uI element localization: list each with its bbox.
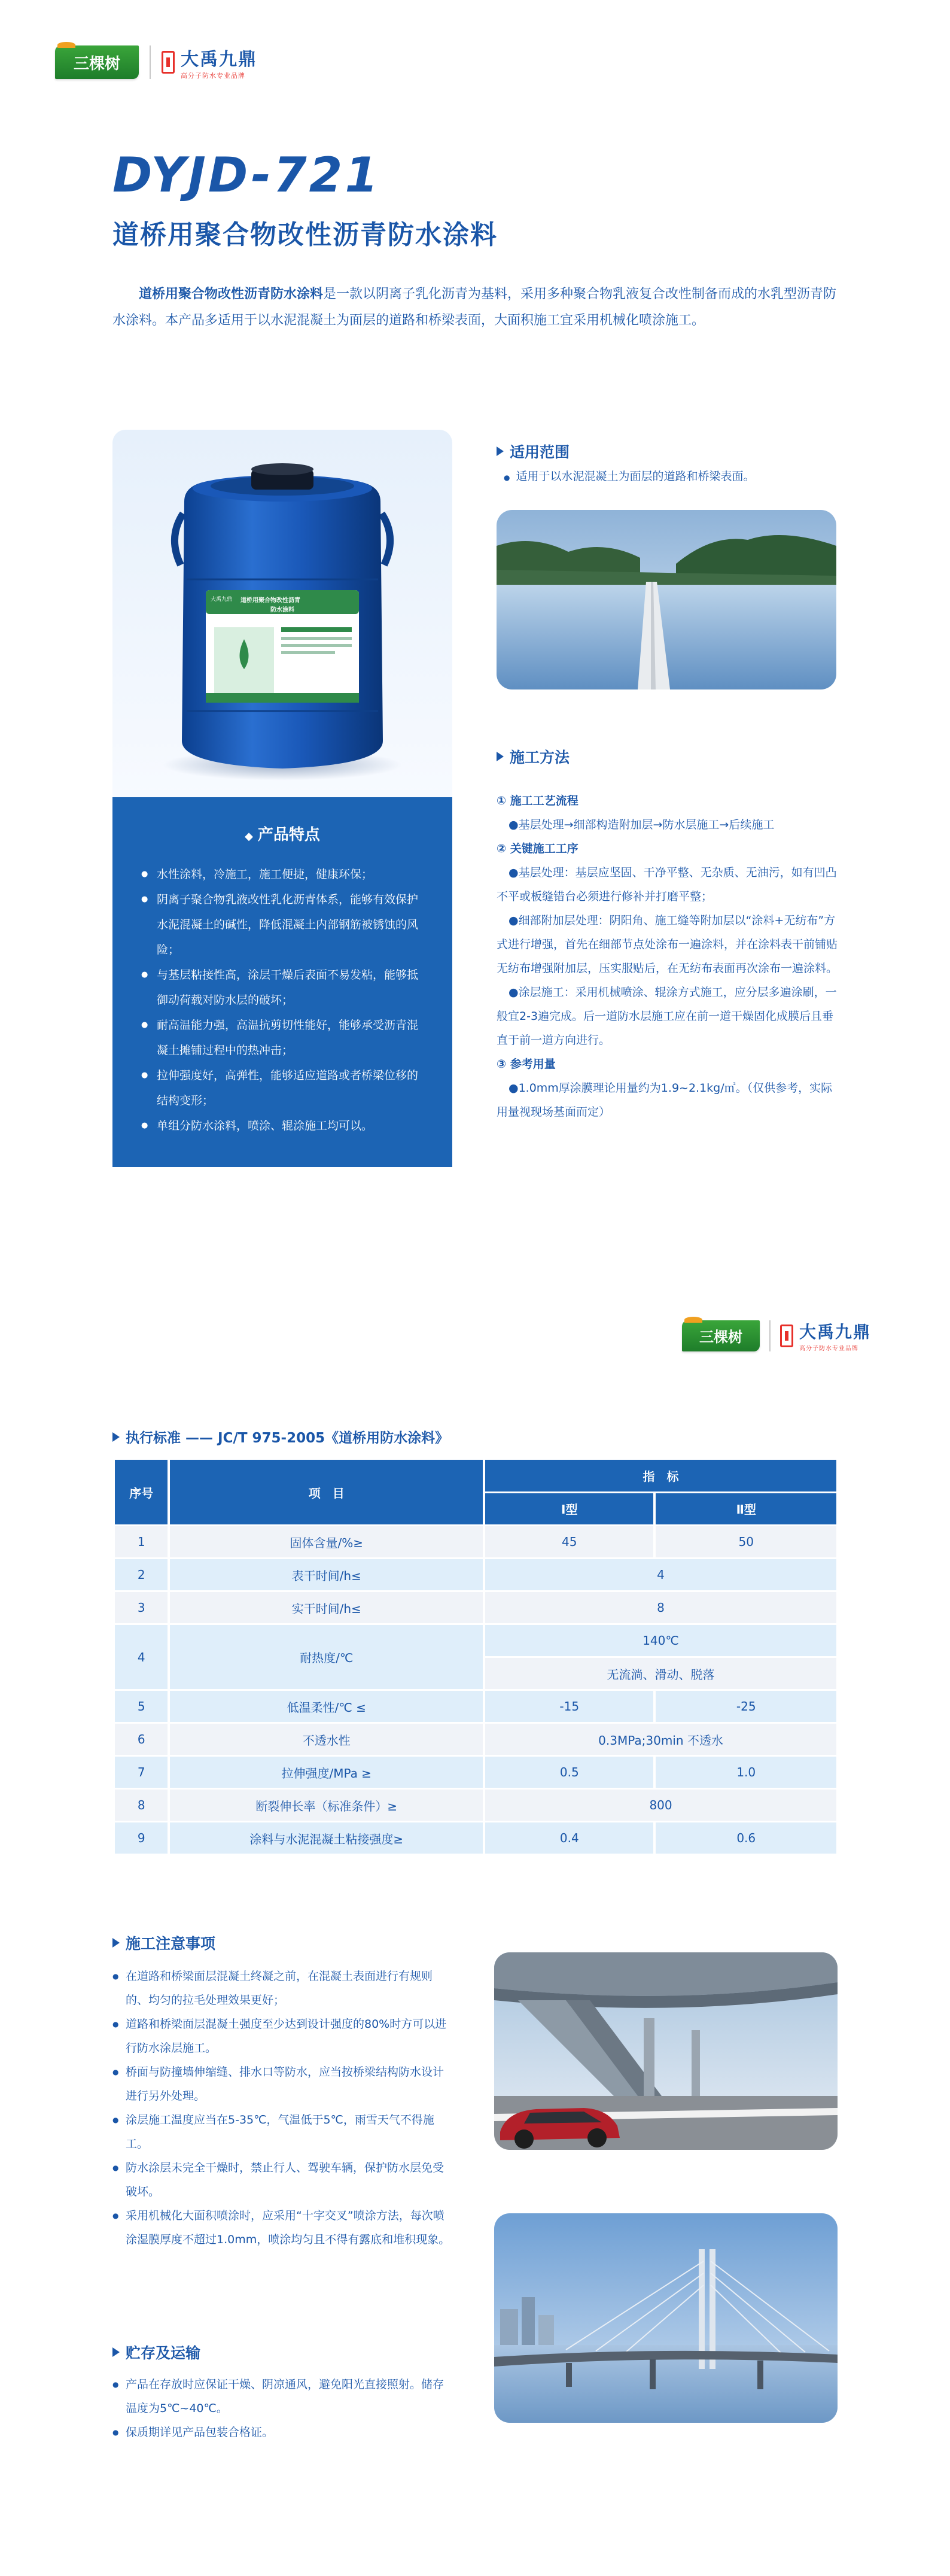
cell-item: 断裂伸长率（标准条件）≥ [170, 1790, 483, 1821]
standard-table [112, 1458, 839, 1855]
features-box [112, 797, 452, 1167]
cell-merged: 140℃ [485, 1625, 836, 1656]
features-title-text: 产品特点 [257, 826, 320, 844]
cell-item: 拉伸强度/MPa ≥ [170, 1757, 483, 1788]
feature-item: ● 水性涂料，冷施工，施工便捷，健康环保； [141, 862, 428, 887]
triangle-icon [112, 1432, 120, 1442]
features-title [112, 822, 452, 845]
logo-divider [769, 1320, 771, 1351]
precaution-item: ● 涂层施工温度应当在5-35℃，气温低于5℃，雨雪天气不得施工。 [112, 2108, 453, 2156]
intro-rest: 是一款以阴离子乳化沥青为基料，采用多种聚合物乳液复合改性制备而成的水乳型沥青防水涂料。本产品多适用于以水泥混凝土为面层的道路和桥梁表面，大面积施工宜采用机械化喷涂施工。 [112, 287, 837, 328]
method-sub3-text: ●1.0mm厚涂膜理论用量约为1.9~2.1kg/㎡。（仅供参考，实际用量视现场基面而定） [497, 1082, 833, 1119]
header-item: 项 目 [170, 1460, 483, 1524]
features-list [141, 862, 428, 1138]
brand-logo-top [55, 44, 257, 80]
table-row [115, 1757, 836, 1788]
scope-title [497, 441, 570, 462]
storage-title-text: 贮存及运输 [126, 2344, 201, 2362]
cell-item: 实干时间/h≤ [170, 1592, 483, 1623]
dayu-mark-icon [780, 1325, 793, 1347]
dayu-name: 大禹九鼎 [181, 49, 257, 70]
cell-no: 3 [115, 1592, 168, 1623]
feature-item: ● 阴离子聚合物乳液改性乳化沥青体系，能够有效保护水泥混凝土的碱性，降低混凝土内部钢筋被锈蚀的风险； [141, 887, 428, 962]
table-row [115, 1691, 836, 1722]
dayu-logo [162, 44, 257, 80]
bucket-label-title: 道桥用聚合物改性沥青 [240, 597, 300, 604]
cell-item: 固体含量/%≥ [170, 1526, 483, 1557]
cell-merged: 0.3MPa;30min 不透水 [485, 1724, 836, 1755]
method-title-text: 施工方法 [510, 749, 570, 766]
cell-type1: 0.5 [485, 1757, 653, 1788]
header-seq: 序号 [115, 1460, 168, 1524]
method-sub2-p2: ●细部附加层处理：阴阳角、施工缝等附加层以“涂料+无纺布”方式进行增强，首先在细部节点处涂布一遍涂料，并在涂料表干前铺贴无纺布增强附加层，压实服贴后，在无纺布表面再次涂布一遍涂料。 [497, 914, 838, 975]
feature-item: ● 单组分防水涂料，喷涂、辊涂施工均可以。 [141, 1113, 428, 1138]
cell-no: 6 [115, 1724, 168, 1755]
precautions-title [112, 1932, 215, 1954]
bucket-label-title2: 防水涂料 [270, 607, 294, 613]
method-block [497, 789, 844, 1124]
table-row [115, 1822, 836, 1854]
table-row [115, 1559, 836, 1590]
triangle-icon [497, 446, 504, 456]
cell-item: 表干时间/h≤ [170, 1559, 483, 1590]
logo-divider [150, 45, 151, 79]
dayu-logo [780, 1319, 871, 1352]
dayu-name: 大禹九鼎 [799, 1322, 872, 1342]
cell-item: 低温柔性/℃ ≤ [170, 1691, 483, 1722]
product-photo [112, 430, 452, 797]
cell-type1: 45 [485, 1526, 653, 1557]
standard-title [112, 1427, 449, 1447]
method-title [497, 746, 570, 767]
cell-type1: -15 [485, 1691, 653, 1722]
sankeshu-text: 三棵树 [73, 54, 120, 73]
bucket-label-brand: 大禹九鼎 [211, 597, 233, 603]
overpass-car-photo [494, 1952, 838, 2150]
scope-text-value: 适用于以水泥混凝土为面层的道路和桥梁表面。 [516, 470, 755, 483]
cell-item: 涂料与水泥混凝土粘接强度≥ [170, 1822, 483, 1854]
cell-no: 5 [115, 1691, 168, 1722]
table-row [115, 1625, 836, 1656]
cell-type2: -25 [656, 1691, 836, 1722]
method-sub2: ② 关键施工工序 [497, 842, 578, 855]
method-sub1: ① 施工工艺流程 [497, 794, 578, 807]
product-code: DYJD-721 [112, 147, 380, 203]
sankeshu-logo [682, 1320, 760, 1351]
sankeshu-text: 三棵树 [699, 1329, 742, 1345]
triangle-icon [112, 2347, 120, 2357]
product-panel [112, 430, 452, 1167]
feature-item: ● 耐高温能力强，高温抗剪切性能好，能够承受沥青混凝土摊铺过程中的热冲击； [141, 1013, 428, 1063]
method-sub2-p3: ●涂层施工：采用机械喷涂、辊涂方式施工，应分层多遍涂刷，一般宜2-3遍完成。后一道防水层施工应在前一道干燥固化成膜后且垂直于前一道方向进行。 [497, 986, 837, 1047]
header-type1: Ⅰ型 [485, 1493, 653, 1525]
dayu-mark-icon [162, 51, 175, 74]
bucket-icon [112, 430, 452, 797]
cell-type2: 1.0 [656, 1757, 836, 1788]
cable-bridge-photo [494, 2213, 838, 2423]
cell-merged: 4 [485, 1559, 836, 1590]
cell-item: 耐热度/℃ [170, 1625, 483, 1689]
lake-bridge-photo [497, 510, 836, 689]
storage-title [112, 2341, 200, 2363]
cell-type2: 0.6 [656, 1822, 836, 1854]
cell-no: 1 [115, 1526, 168, 1557]
precautions-title-text: 施工注意事项 [126, 1935, 216, 1952]
triangle-icon [497, 752, 504, 761]
product-intro [112, 281, 839, 334]
precaution-item: ● 道路和桥梁面层混凝土强度至少达到设计强度的80%时方可以进行防水涂层施工。 [112, 2012, 453, 2060]
brand-logo-mid [682, 1319, 871, 1352]
triangle-icon [112, 1938, 120, 1948]
cell-no: 4 [115, 1625, 168, 1689]
cell-type1: 0.4 [485, 1822, 653, 1854]
header-type2: Ⅱ型 [656, 1493, 836, 1525]
table-row [115, 1592, 836, 1623]
dayu-slogan: 高分子防水专业品牌 [181, 72, 245, 80]
table-row [115, 1790, 836, 1821]
precaution-item: ● 在道路和桥梁面层混凝土终凝之前，在混凝土表面进行有规则的、均匀的拉毛处理效果更好； [112, 1964, 453, 2012]
cell-merged: 无流淌、滑动、脱落 [485, 1658, 836, 1689]
scope-text [504, 466, 755, 488]
header-index: 指 标 [485, 1460, 836, 1491]
precaution-item: ● 防水涂层未完全干燥时，禁止行人、驾驶车辆，保护防水层免受破坏。 [112, 2156, 453, 2204]
feature-item: ● 与基层粘接性高，涂层干燥后表面不易发粘，能够抵御动荷载对防水层的破坏； [141, 962, 428, 1013]
method-sub3: ③ 参考用量 [497, 1058, 556, 1071]
method-sub2-p1: ●基层处理：基层应坚固、干净平整、无杂质、无油污，如有凹凸不平或板缝错台必须进行修补并打磨平整； [497, 866, 837, 903]
dayu-slogan: 高分子防水专业品牌 [799, 1345, 858, 1352]
storage-item: ● 产品在存放时应保证干燥、阴凉通风，避免阳光直接照射。储存温度为5℃~40℃。 [112, 2373, 453, 2420]
diamond-icon: ◆ [245, 830, 253, 843]
cell-type2: 50 [656, 1526, 836, 1557]
scope-title-text: 适用范围 [510, 443, 570, 461]
product-name: 道桥用聚合物改性沥青防水涂料 [112, 220, 498, 250]
cell-merged: 800 [485, 1790, 836, 1821]
bullet-icon: ● [504, 473, 510, 482]
precaution-item: ● 桥面与防撞墙伸缩缝、排水口等防水，应当按桥梁结构防水设计进行另外处理。 [112, 2060, 453, 2108]
storage-item: ● 保质期详见产品包装合格证。 [112, 2420, 453, 2444]
cell-no: 2 [115, 1559, 168, 1590]
cell-no: 9 [115, 1822, 168, 1854]
intro-bold: 道桥用聚合物改性沥青防水涂料 [139, 287, 324, 302]
precaution-item: ● 采用机械化大面积喷涂时，应采用“十字交叉”喷涂方法，每次喷涂湿膜厚度不超过1.0mm，喷涂均匀且不得有露底和堆积现象。 [112, 2204, 453, 2252]
table-row [115, 1526, 836, 1557]
precautions-list [112, 1964, 453, 2252]
table-row [115, 1724, 836, 1755]
cell-no: 8 [115, 1790, 168, 1821]
sankeshu-logo [55, 45, 139, 79]
storage-list [112, 2373, 453, 2444]
standard-title-text: 执行标准 —— JC/T 975-2005《道桥用防水涂料》 [126, 1430, 449, 1446]
cell-no: 7 [115, 1757, 168, 1788]
feature-item: ● 拉伸强度好，高弹性，能够适应道路或者桥梁位移的结构变形； [141, 1063, 428, 1113]
method-sub1-text: ●基层处理→细部构造附加层→防水层施工→后续施工 [509, 818, 775, 831]
cell-merged: 8 [485, 1592, 836, 1623]
cell-item: 不透水性 [170, 1724, 483, 1755]
